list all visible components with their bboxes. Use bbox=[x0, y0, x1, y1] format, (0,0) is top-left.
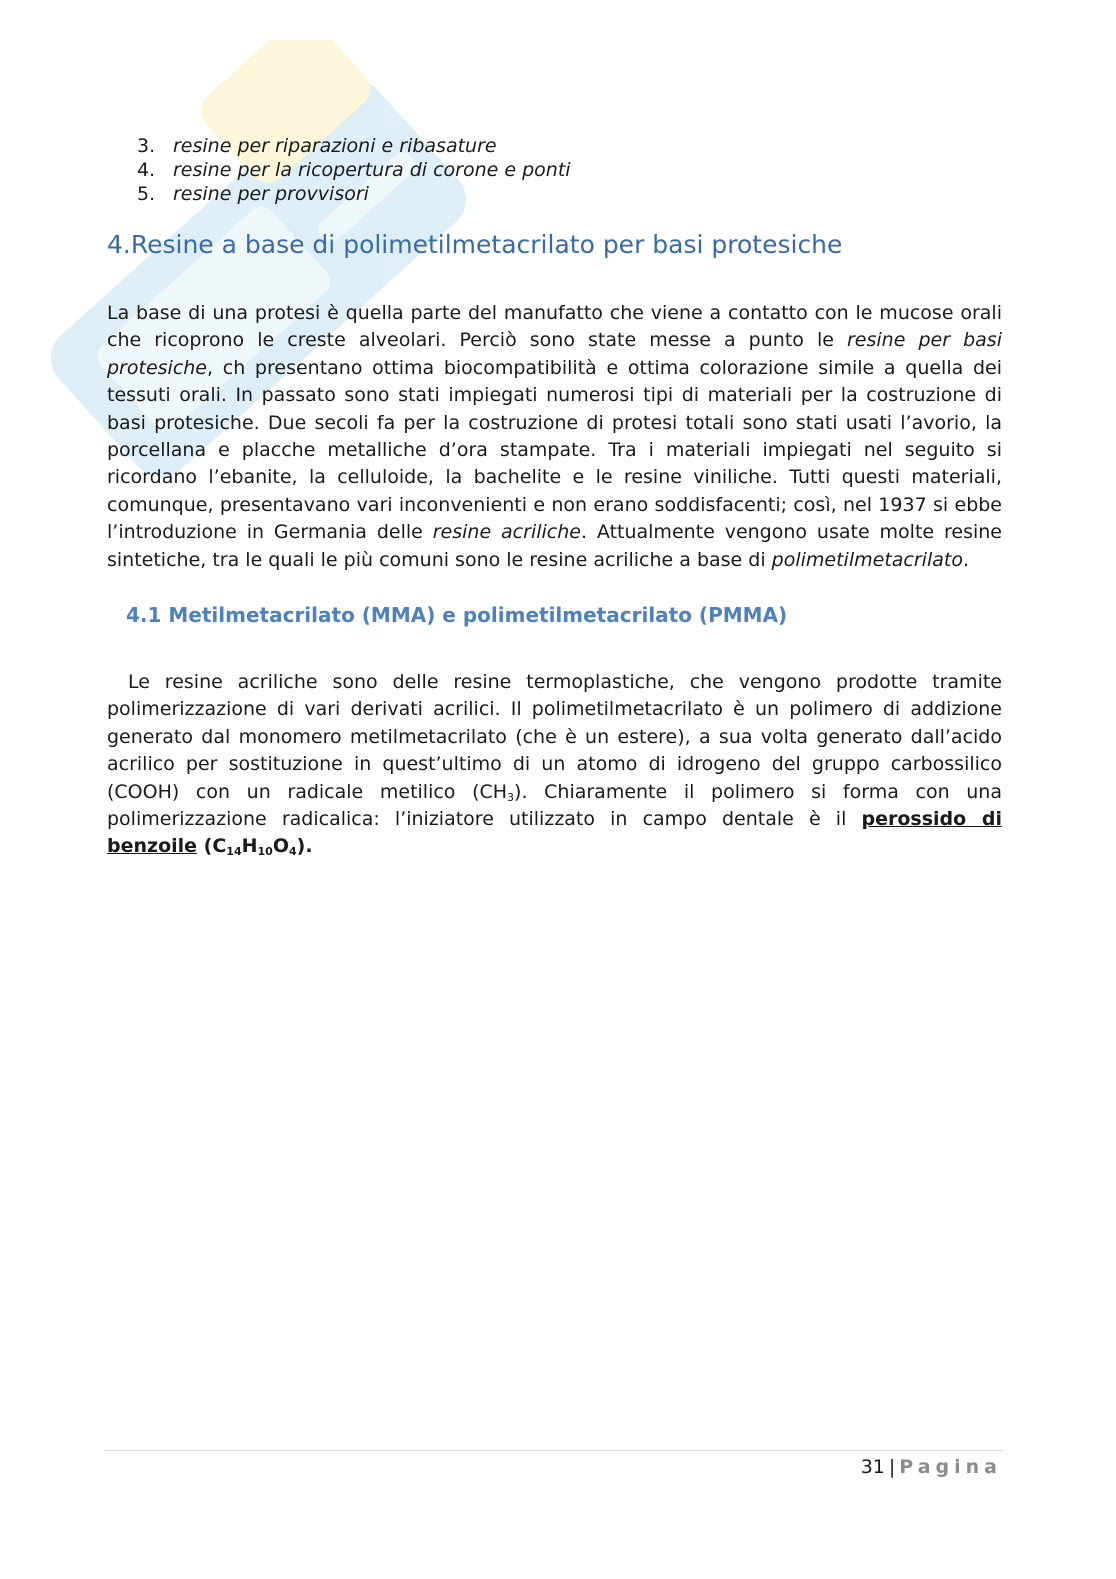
page-label: Pagina bbox=[899, 1456, 1002, 1478]
page-number: 31 bbox=[860, 1456, 885, 1478]
paragraph-basi-protesiche: La base di una protesi è quella parte del manufatto che viene a contatto con le mucose orali che ricoprono le creste alveolari. Perciò sono state messe a punto le resine per basi protesiche, ch presentano ottima biocompatibilità e ottima colorazione simile a quella dei tessuti orali. In passato sono stati impiegati numerosi tipi di materiali per la costruzione di basi protesiche. Due secoli fa per la costruzione di protesi totali sono stati usati l’avorio, la porcellana e placche metalliche d’ora stampate. Tra i materiali impiegati nel seguito si ricordano l’ebanite, la celluloide, la bachelite e le resine viniliche. Tutti questi materiali, comunque, presentavano vari inconvenienti e non erano soddisfacenti; così, nel 1937 si ebbe l’introduzione in Germania delle resine acriliche. Attualmente vengono usate molte resine sintetiche, tra le quali le più comuni sono le resine acriliche a base di polimetilmetacrilato. bbox=[107, 302, 1002, 571]
initiator-formula: perossido di benzoile $(C_{14}H_{10}O_4)$. bbox=[107, 808, 1002, 859]
numbered-list bbox=[137, 134, 571, 206]
initiator-name: perossido di benzoile bbox=[107, 808, 1002, 858]
list-item: 4. resine per la ricopertura di corone e ponti bbox=[137, 159, 571, 181]
footer-divider bbox=[105, 1450, 1003, 1451]
subsection-heading: 4.1 Metilmetacrilato (MMA) e polimetilmetacrilato (PMMA) bbox=[126, 603, 788, 627]
section-heading: 4.Resine a base di polimetilmetacrilato per basi protesiche bbox=[107, 230, 843, 259]
list-item: 5. resine per provvisori bbox=[137, 183, 369, 205]
footer-separator: | bbox=[888, 1456, 896, 1478]
page-footer bbox=[861, 1454, 1002, 1480]
list-item: 3. resine per riparazioni e ribasature bbox=[137, 135, 497, 157]
paragraph-resine-acriliche: Le resine acriliche sono delle resine termoplastiche, che vengono prodotte tramite polimerizzazione di vari derivati acrilici. Il polimetilmetacrilato è un polimero di addizione generato dal monomero metilmetacrilato (che è un estere), a sua volta generato dall’acido acrilico per sostituzione in quest’ultimo di un atomo di idrogeno del gruppo carbossilico (COOH) con un radicale metilico $(CH_3)$. Chiaramente il polimero si forma con una polimerizzazione radicalica: l’iniziatore utilizzato in campo dentale è il perossido di benzoile $(C_{14}H_{10}O_4)$. bbox=[107, 671, 1002, 859]
